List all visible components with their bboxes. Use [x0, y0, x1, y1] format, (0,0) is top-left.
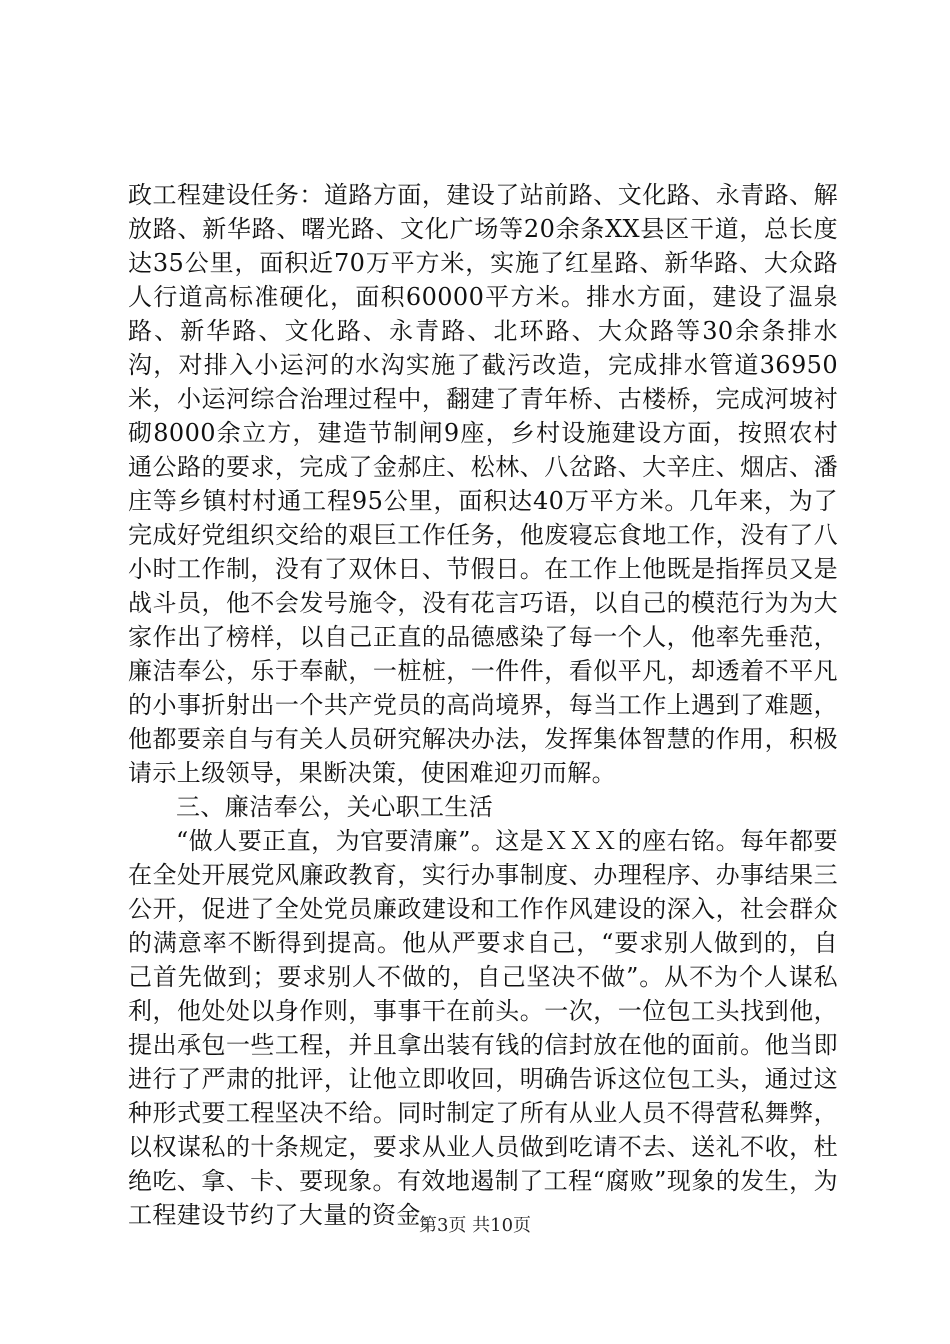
section-heading: 三、廉洁奉公，关心职工生活	[176, 793, 494, 821]
paragraph-body: “做人要正直，为官要清廉”。这是ＸＸＸ的座右铭。每年都要在全处开展党风廉政教育，实行办事制度、办理程序、办事结果三公开，促进了全处党员廉政建设和工作作风建设的深入，社会群众的满意率不断得到提高。他从严要求自己，“要求别人做到的，自己首先做到；要求别人不做的，自己坚决不做”。从不为个人谋私利，他处处以身作则，事事干在前头。一次，一位包工头找到他，提出承包一些工程，并且拿出装有钱的信封放在他的面前。他当即进行了严肃的批评，让他立即收回，明确告诉这位包工头，通过这种形式要工程坚决不给。同时制定了所有从业人员不得营私舞弊，以权谋私的十条规定，要求从业人员做到吃请不去、送礼不收，杜绝吃、拿、卡、要现象。有效地遏制了工程“腐败”现象的发生，为工程建设节约了大量的资金。	[128, 827, 838, 1229]
document-body	[128, 178, 838, 1232]
paragraph-continuation: 政工程建设任务：道路方面，建设了站前路、文化路、永青路、解放路、新华路、曙光路、文化广场等20余条XX县区干道，总长度达35公里，面积近70万平方米，实施了红星路、新华路、大众路人行道高标准硬化，面积60000平方米。排水方面，建设了温泉路、新华路、文化路、永青路、北环路、大众路等30余条排水沟，对排入小运河的水沟实施了截污改造，完成排水管道36950米，小运河综合治理过程中，翻建了青年桥、古楼桥，完成河坡衬砌8000余立方，建造节制闸9座，乡村设施建设方面，按照农村通公路的要求，完成了金郝庄、松林、八岔路、大辛庄、烟店、潘庄等乡镇村村通工程95公里，面积达40万平方米。几年来，为了完成好党组织交给的艰巨工作任务，他废寝忘食地工作，没有了八小时工作制，没有了双休日、节假日。在工作上他既是指挥员又是战斗员，他不会发号施令，没有花言巧语，以自己的模范行为为大家作出了榜样，以自己正直的品德感染了每一个人，他率先垂范，廉洁奉公，乐于奉献，一桩桩，一件件，看似平凡，却透着不平凡的小事折射出一个共产党员的高尚境界，每当工作上遇到了难题，他都要亲自与有关人员研究解决办法，发挥集体智慧的作用，积极请示上级领导，果断决策，使困难迎刃而解。	[128, 181, 838, 787]
page-footer: 第3页 共10页	[418, 1215, 532, 1236]
